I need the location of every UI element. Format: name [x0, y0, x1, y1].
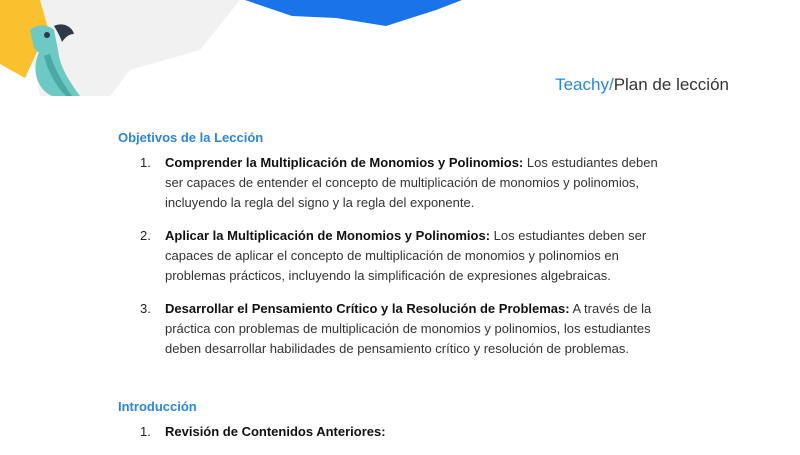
item-number: 1.	[140, 155, 151, 170]
item-text: A través de la práctica con problemas de multiplicación de monomios y polinomios, los estudiantes deben desarrollar habilidades de pensamiento crítico y resolución de problemas.	[165, 301, 652, 356]
list-item	[118, 299, 678, 359]
brand-name: Teachy	[555, 75, 609, 94]
brand-title	[555, 75, 729, 95]
blue-shape	[245, 0, 462, 26]
item-text: Los estudiantes deben ser capaces de entender el concepto de multiplicación de monomios y polinomios, incluyendo la regla del signo y la regla del exponente.	[165, 155, 658, 210]
doc-type: Plan de lección	[613, 75, 729, 94]
item-text: Los estudiantes deben ser capaces de aplicar el concepto de multiplicación de monomios y polinomios en problemas prácticos, incluyendo la simplificación de expresiones algebraicas.	[165, 228, 647, 283]
item-heading: Aplicar la Multiplicación de Monomios y Polinomios:	[165, 228, 491, 243]
list-item	[118, 153, 678, 213]
item-heading: Desarrollar el Pensamiento Crítico y la Resolución de Problemas:	[165, 301, 570, 316]
item-heading: Revisión de Contenidos Anteriores:	[165, 424, 386, 439]
item-number: 2.	[140, 228, 151, 243]
item-heading: Comprender la Multiplicación de Monomios y Polinomios:	[165, 155, 524, 170]
list-item	[118, 422, 678, 442]
introduction-list	[118, 422, 678, 455]
brand-separator: /	[608, 75, 614, 94]
item-number: 1.	[140, 424, 151, 439]
objectives-list	[118, 153, 678, 372]
section-title-introduccion: Introducción	[118, 399, 197, 414]
item-number: 3.	[140, 301, 151, 316]
section-title-objetivos: Objetivos de la Lección	[118, 130, 264, 145]
list-item	[118, 226, 678, 286]
